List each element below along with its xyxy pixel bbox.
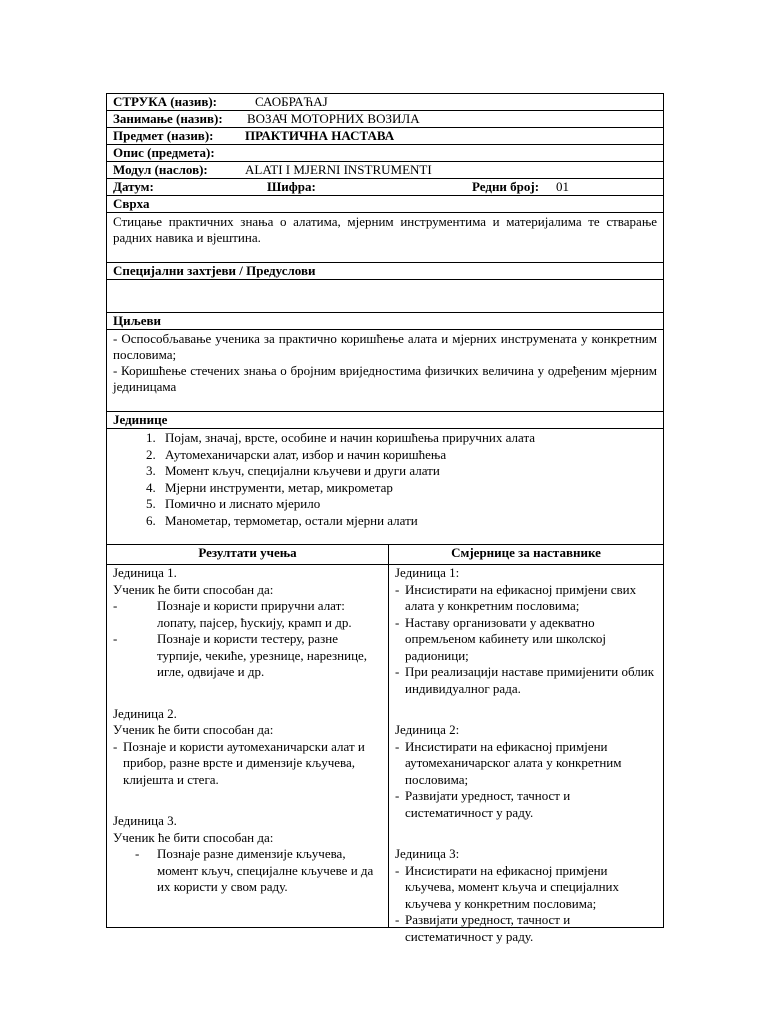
struka-label: СТРУКА (назив): — [113, 94, 217, 109]
predmet-row — [107, 128, 663, 145]
datum-row — [107, 179, 663, 196]
table-header-row — [107, 545, 663, 565]
results-column — [107, 565, 389, 927]
ciljevi-content — [107, 330, 663, 412]
jedinice-list — [107, 429, 663, 545]
result-item: - Познаје и користи аутомеханичарски алат и прибор, разне врсте и димензије кључева, клијешта и стега. — [113, 738, 365, 787]
zanimanje-label: Занимање (назив): — [113, 111, 223, 126]
list-item: 4. Мјерни инструменти, метар, микрометар — [159, 480, 657, 497]
predmet-value: ПРАКТИЧНА НАСТАВА — [245, 128, 395, 143]
sifra-label: Шифра: — [267, 179, 316, 194]
ciljevi-title: Циљеви — [107, 313, 663, 330]
guideline-item: - При реализацији наставе примијенити облик индивидуалног рада. — [395, 664, 655, 696]
list-item: 2. Аутомеханичарски алат, избор и начин коришћења — [159, 447, 657, 464]
guideline-item: - Инсистирати на ефикасној примјени аутомеханичарског алата у конкретним пословима; — [395, 738, 622, 787]
guideline-item: - Наставу организовати у адекватно опремљеном кабинету или школској радионици; — [395, 614, 606, 663]
guideline-unit-title: Јединица 3: — [395, 846, 460, 861]
result-item: - Познаје разне димензије кључева, момент кључ, специјалне кључеве и да их користи у свом раду. — [135, 846, 374, 894]
svrha-text: Стицање практичних знања о алатима, мјерним инструментима и материјалима те стварање радних навика и вјештина. — [107, 213, 663, 263]
list-item: 5. Помично и лиснато мјерило — [159, 496, 657, 513]
list-item: 3. Момент кључ, специјални кључеви и други алати — [159, 463, 657, 480]
modul-label: Модул (наслов): — [113, 162, 208, 177]
results-header: Резултати учења — [107, 545, 389, 564]
svrha-title: Сврха — [107, 196, 663, 213]
struka-row — [107, 94, 663, 111]
predmet-label: Предмет (назив): — [113, 128, 214, 143]
redni-label: Редни број: — [472, 179, 540, 194]
guideline-unit-title: Јединица 2: — [395, 722, 460, 737]
zahtjevi-title: Специјални захтјеви / Предуслови — [107, 263, 663, 280]
zanimanje-row — [107, 111, 663, 128]
struka-value: САОБРАЋАЈ — [255, 94, 328, 109]
result-intro: Ученик ће бити способан да: — [113, 829, 274, 845]
guidelines-header: Смјернице за наставнике — [451, 545, 601, 560]
curriculum-sheet — [106, 93, 664, 944]
result-item: - Познаје и користи тестеру, разне турпије, чекиће, урезнице, нарезнице, игле, одвијаче и др. — [113, 631, 368, 679]
zanimanje-value: ВОЗАЧ МОТОРНИХ ВОЗИЛА — [247, 111, 420, 126]
guideline-item: - Развијати уредност, тачност и систематичност у раду. — [395, 912, 571, 944]
modul-row — [107, 162, 663, 179]
list-item: 6. Манометар, термометар, остали мјерни алати — [159, 513, 657, 530]
result-unit-title: Јединица 2. — [113, 705, 177, 721]
result-unit-title: Јединица 1. — [113, 565, 177, 580]
table-body-row — [107, 565, 663, 944]
redni-value: 01 — [556, 179, 569, 194]
result-unit-title: Јединица 3. — [113, 813, 177, 828]
guidelines-column — [389, 565, 663, 944]
result-intro: Ученик ће бити способан да: — [113, 722, 274, 737]
list-item: 1. Појам, значај, врсте, особине и начин коришћења приручних алата — [159, 430, 657, 447]
guideline-item: - Инсистирати на ефикасној примјени свих алата у конкретним пословима; — [395, 581, 637, 613]
opis-row — [107, 145, 663, 162]
jedinice-title: Јединице — [107, 412, 663, 429]
guideline-unit-title: Јединица 1: — [395, 565, 460, 580]
opis-label: Опис (предмета): — [113, 145, 215, 160]
datum-label: Датум: — [113, 179, 154, 194]
guideline-item: - Развијати уредност, тачност и систематичност у раду. — [395, 788, 571, 820]
result-intro: Ученик ће бити способан да: — [113, 581, 274, 597]
zahtjevi-content — [107, 280, 663, 313]
guideline-item: - Инсистирати на ефикасној примјени кључева, момент кључа и специјалних кључева у конкретним пословима; — [395, 862, 620, 911]
modul-value: ALATI I MJERNI INSTRUMENTI — [245, 162, 432, 177]
ciljevi-item: - Оспособљавање ученика за практично коришћење алата и мјерних инструмената у конкретним пословима; — [113, 331, 657, 362]
ciljevi-item: - Коришћење стечених знања о бројним вриједностима физичких величина у одређеним мјерним јединицама — [113, 363, 657, 394]
result-item: - Познаје и користи приручни алат: лопату, пајсер, ћускију, крамп и др. — [113, 598, 352, 630]
